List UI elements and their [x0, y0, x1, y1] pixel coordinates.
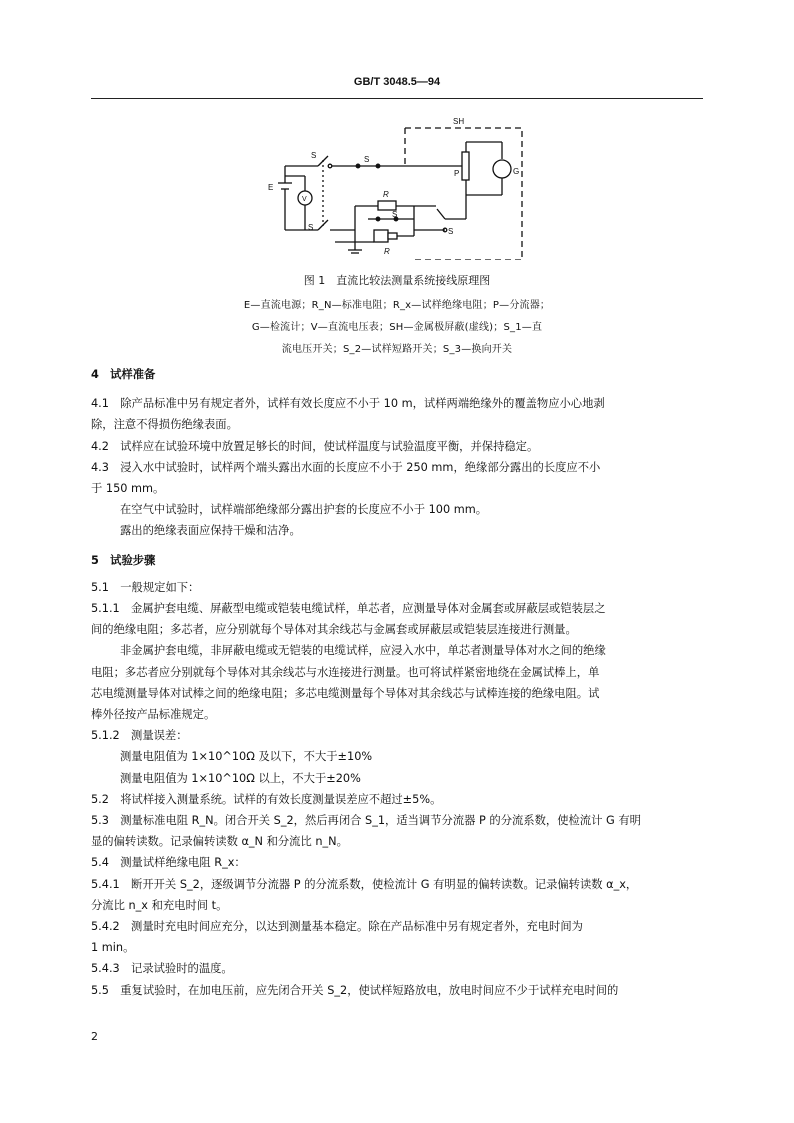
paragraph: 芯电缆测量导体对试棒之间的绝缘电阻；多芯电缆测量每个导体对其余线芯与试棒连接的绝缘电阻。试: [91, 686, 600, 700]
figure-legend-line: 流电压开关；S_2—试样短路开关；S_3—换向开关: [281, 344, 513, 355]
paragraph: 测量电阻值为 1×10^10Ω 以上，不大于±20%: [120, 771, 361, 785]
label-s1-mid: S: [392, 210, 398, 219]
paragraph: 测量电阻值为 1×10^10Ω 及以下，不大于±10%: [120, 750, 373, 764]
paragraph: 除，注意不得损伤绝缘表面。: [91, 418, 238, 432]
paragraph: 5.4.1 断开开关 S_2，逐级调节分流器 P 的分流系数，使检流计 G 有明显的偏转读数。记录偏转读数 α_x，: [91, 877, 638, 891]
section-heading: 5 试验步骤: [91, 553, 156, 567]
label-p: P: [454, 169, 460, 178]
paragraph: 5.4.3 记录试验时的温度。: [91, 962, 233, 976]
paragraph: 间的绝缘电阻；多芯者，应分别就每个导体对其余线芯与金属套或屏蔽层或铠装层连接进行测量。: [91, 623, 577, 637]
paragraph: 露出的绝缘表面应保持干燥和洁净。: [120, 524, 301, 538]
paragraph: 于 150 mm。: [91, 482, 165, 496]
label-s2: S: [364, 155, 370, 164]
label-v: V: [302, 196, 307, 203]
paragraph: 4.3 浸入水中试验时，试样两个端头露出水面的长度应不小于 250 mm，绝缘部分露出的长度应不小: [91, 460, 601, 474]
header-rule: [91, 98, 703, 99]
label-s1-top: S: [311, 151, 317, 160]
label-s1-low: S: [308, 223, 314, 232]
paragraph: 5.3 测量标准电阻 R_N。闭合开关 S_2，然后再闭合 S_1，适当调节分流器 P 的分流系数，使检流计 G 有明: [91, 814, 641, 828]
circuit-diagram: [240, 112, 560, 260]
figure-legend-line: G—检流计；V—直流电压表；SH—金属极屏蔽(虚线)；S_1—直: [251, 322, 543, 333]
page-header: GB/T 3048.5—94: [353, 76, 441, 88]
label-e: E: [268, 183, 274, 192]
paragraph: 显的偏转读数。记录偏转读数 α_N 和分流比 n_N。: [91, 835, 348, 849]
paragraph: 5.2 将试样接入测量系统。试样的有效长度测量误差应不超过±5%。: [91, 792, 442, 806]
page-number: 2: [91, 1030, 98, 1043]
paragraph: 在空气中试验时，试样端部绝缘部分露出护套的长度应不小于 100 mm。: [120, 503, 488, 517]
section-heading: 4 试样准备: [91, 368, 156, 381]
body-text: [91, 364, 706, 1001]
paragraph: 4.1 除产品标准中另有规定者外，试样有效长度应不小于 10 m，试样两端绝缘外的覆盖物应小心地剥: [91, 397, 605, 411]
paragraph: 5.4.2 测量时充电时间应充分，以达到测量基本稳定。除在产品标准中另有规定者外，充电时间为: [91, 920, 583, 934]
paragraph: 非金属护套电缆，非屏蔽电缆或无铠装的电缆试样，应浸入水中，单芯者测量导体对水之间的绝缘: [120, 644, 606, 658]
paragraph: 4.2 试样应在试验环境中放置足够长的时间，使试样温度与试验温度平衡，并保持稳定。: [91, 439, 539, 453]
label-g: G: [513, 167, 520, 176]
paragraph: 电阻；多芯者应分别就每个导体对其余线芯与水连接进行测量。也可将试样紧密地绕在金属试棒上，单: [91, 665, 600, 679]
paragraph: 5.1 一般规定如下：: [91, 580, 200, 594]
paragraph: 5.1.2 测量误差：: [91, 729, 188, 743]
label-rx: R: [384, 247, 390, 256]
paragraph: 棒外径按产品标准规定。: [91, 708, 216, 722]
label-rn: R: [383, 190, 389, 199]
paragraph: 分流比 n_x 和充电时间 t。: [91, 898, 228, 912]
paragraph: 1 min。: [91, 941, 135, 955]
paragraph: 5.1.1 金属护套电缆、屏蔽型电缆或铠装电缆试样，单芯者，应测量导体对金属套或屏蔽层或铠装层之: [91, 602, 606, 616]
figure-legend-line: E—直流电源；R_N—标准电阻；R_x—试样绝缘电阻；P—分流器；: [243, 300, 551, 311]
figure-caption: 图 1 直流比较法测量系统接线原理图: [303, 274, 491, 287]
paragraph: 5.5 重复试验时，在加电压前，应先闭合开关 S_2，使试样短路放电，放电时间应不少于试样充电时间的: [91, 983, 619, 997]
paragraph: 5.4 测量试样绝缘电阻 R_x：: [91, 856, 246, 870]
label-sh: SH: [453, 117, 465, 126]
label-s3: S: [448, 227, 454, 236]
